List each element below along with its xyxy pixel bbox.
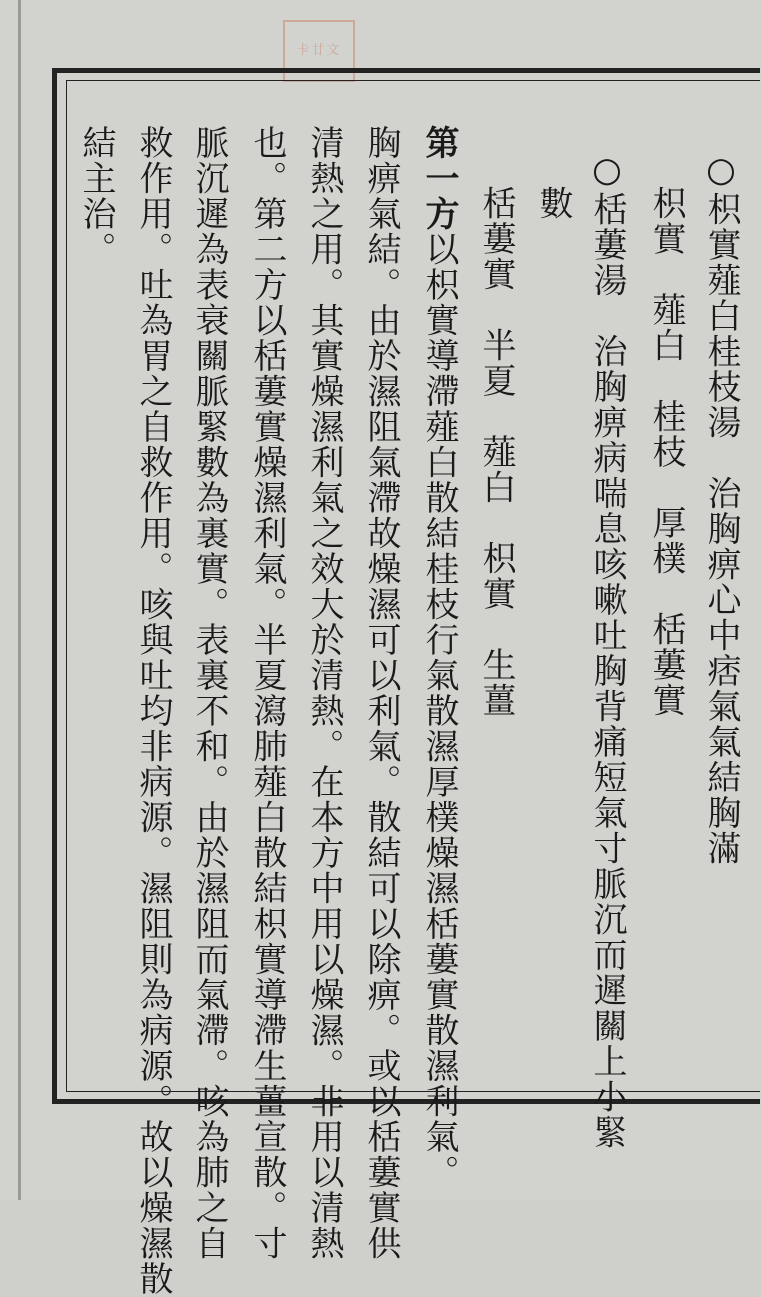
column-text: 枳實 薤白 桂枝 厚樸 栝蔞實 [646, 150, 686, 718]
text-column-5 [476, 150, 516, 718]
column-text: 脈沉遲為表衰關脈緊數為裏實。表裏不和。由於濕阻而氣滯。咳為肺之自 [189, 125, 229, 1261]
text-column-11 [133, 125, 173, 1297]
text-column-3 [587, 150, 627, 1150]
text-column-4 [533, 150, 573, 221]
column-text: ○栝蔞湯 治胸痹病喘息咳嗽吐胸背痛短氣寸脈沉而遲關上小緊 [587, 150, 627, 1150]
column-text: 結主治。 [76, 125, 116, 267]
section-heading: 第一方 [419, 125, 459, 232]
library-seal: 卡廿文 [283, 20, 355, 82]
column-text: 數 [533, 150, 573, 221]
text-column-9 [247, 125, 287, 1261]
text-column-7 [361, 125, 401, 1261]
column-text: 也。第二方以栝蔞實燥濕利氣。半夏瀉肺薤白散結枳實導滯生薑宣散。寸 [247, 125, 287, 1261]
column-text: 栝蔞實 半夏 薤白 枳實 生薑 [476, 150, 516, 718]
column-text: 救作用。吐為胃之自救作用。咳與吐均非病源。濕阻則為病源。故以燥濕散 [133, 125, 173, 1297]
column-text: 清熱之用。其實燥濕利氣之效大於清熱。在本方中用以燥濕。非用以清熱 [304, 125, 344, 1261]
text-column-10 [189, 125, 229, 1261]
column-text: ○枳實薤白桂枝湯 治胸痹心中痞氣氣結胸滿 [701, 150, 741, 866]
binding-edge [18, 0, 21, 1200]
column-text: 胸痹氣結。由於濕阻氣滯故燥濕可以利氣。散結可以除痹。或以栝蔞實供 [361, 125, 401, 1261]
column-text: 以枳實導滯薤白散結桂枝行氣散濕厚樸燥濕栝蔞實散濕利氣。 [419, 231, 459, 1190]
text-column-1 [701, 150, 741, 866]
text-column-12 [76, 125, 116, 267]
text-column-2 [646, 150, 686, 718]
text-column-6 [419, 125, 459, 1190]
text-column-8 [304, 125, 344, 1261]
